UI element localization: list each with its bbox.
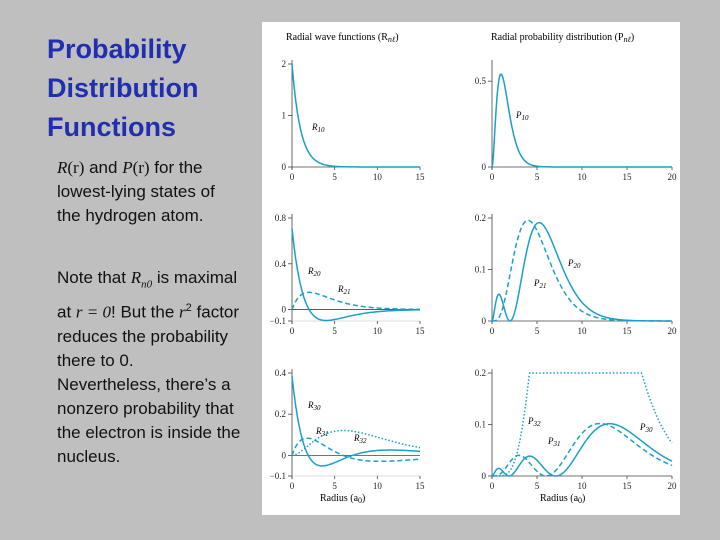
right-panel-title: Radial probability distribution $(P_{n\ell})$ — [491, 32, 635, 44]
label-p20: $P_{20}$ — [568, 258, 581, 270]
plot-panel — [475, 60, 677, 182]
x-tick-label: 15 — [415, 481, 425, 491]
x-tick-label: 15 — [622, 481, 632, 491]
y-tick-label: 0.1 — [474, 264, 486, 275]
title-line: Distribution — [47, 73, 199, 103]
rn0-subscript: n0 — [141, 278, 153, 291]
label-r20: $R_{20}$ — [308, 266, 321, 278]
x-tick-label: 0 — [489, 481, 495, 491]
curve-p20 — [492, 223, 672, 321]
label-r21: $R_{21}$ — [338, 284, 351, 296]
y-tick-label: 0.5 — [474, 76, 486, 87]
label-r32: $R_{32}$ — [354, 433, 367, 445]
curve-r10 — [292, 64, 420, 167]
y-tick-label: 0.4 — [274, 258, 286, 269]
note-a: Note that — [57, 268, 131, 287]
r-symbol: R — [57, 158, 68, 177]
x-tick-label: 0 — [489, 172, 495, 182]
x-tick-label: 20 — [667, 481, 677, 491]
title-line: Probability — [47, 34, 187, 64]
title-line: Functions — [47, 112, 176, 142]
y-tick-label: 0.2 — [474, 368, 486, 378]
label-r31: $R_{31}$ — [316, 426, 329, 438]
y-tick-label: −0.1 — [269, 471, 286, 481]
x-tick-label: 5 — [534, 481, 540, 491]
note-b: is maximal at — [57, 268, 238, 323]
x-tick-label: 10 — [577, 172, 587, 182]
x-tick-label: 5 — [332, 172, 337, 182]
x-tick-label: 10 — [577, 326, 587, 336]
y-tick-label: 0 — [281, 450, 286, 461]
r-arg: (r) — [67, 158, 85, 177]
x-tick-label: 5 — [332, 481, 337, 491]
x-tick-label: 10 — [372, 172, 382, 182]
x-tick-label: 20 — [667, 172, 677, 182]
and-text: and — [84, 158, 123, 177]
label-p10: $P_{10}$ — [516, 110, 529, 122]
x-tick-label: 5 — [534, 326, 540, 336]
caption-paragraph — [57, 156, 242, 228]
x-tick-label: 15 — [415, 172, 425, 182]
x-tick-label: 15 — [622, 326, 632, 336]
p-arg: (r) — [132, 158, 150, 177]
x-tick-label: 0 — [289, 172, 295, 182]
y-tick-label: 0.2 — [274, 409, 286, 420]
x-tick-label: 10 — [372, 326, 382, 336]
note-f: factor reduces the probability there to 0. Nevertheless, there’s a nonzero probability that the electron is inside the nucleus. — [57, 303, 241, 467]
x-tick-label: 10 — [577, 481, 587, 491]
right-x-axis-label: Radius $(a_0)$ — [540, 493, 586, 505]
y-tick-label: −0.1 — [269, 316, 286, 326]
x-tick-label: 0 — [289, 326, 295, 336]
x-tick-label: 15 — [622, 172, 632, 182]
y-tick-label: 0 — [481, 316, 486, 326]
label-p21: $P_{21}$ — [534, 278, 547, 290]
r-squared: r — [179, 303, 186, 323]
p-symbol: P — [122, 158, 133, 177]
x-tick-label: 20 — [667, 326, 677, 336]
x-tick-label: 5 — [534, 172, 540, 182]
y-tick-label: 0.8 — [274, 213, 286, 223]
y-tick-label: 0 — [281, 304, 286, 315]
x-tick-label: 5 — [332, 326, 337, 336]
curve-p21 — [492, 220, 672, 321]
y-tick-label: 0.2 — [474, 213, 486, 223]
note-d: ! But the — [111, 303, 180, 323]
squared-superscript: 2 — [185, 302, 192, 315]
wavefunction-figure — [262, 22, 680, 515]
y-tick-label: 0.1 — [474, 419, 486, 430]
label-p31: $P_{31}$ — [548, 436, 561, 448]
y-tick-label: 1 — [281, 110, 286, 121]
curve-r30 — [292, 376, 420, 466]
plot-panel — [270, 368, 425, 491]
plot-panel — [282, 59, 426, 182]
left-panel-title: Radial wave functions $(R_{n\ell})$ — [286, 32, 399, 44]
rn0-symbol: R — [130, 268, 142, 287]
x-tick-label: 0 — [489, 326, 495, 336]
y-tick-label: 2 — [281, 59, 286, 69]
y-tick-label: 0 — [281, 162, 286, 172]
y-tick-label: 0 — [481, 162, 486, 172]
label-r30: $R_{30}$ — [308, 400, 321, 412]
plot-panel — [475, 213, 677, 336]
y-tick-label: 0.4 — [274, 368, 286, 378]
note-paragraph — [57, 266, 242, 469]
y-tick-label: 0 — [481, 471, 486, 481]
curve-p10 — [492, 74, 672, 167]
x-tick-label: 15 — [415, 326, 425, 336]
x-tick-label: 0 — [289, 481, 295, 491]
label-p30: $P_{30}$ — [640, 422, 653, 434]
r-equals-zero: r = 0 — [75, 303, 111, 323]
left-x-axis-label: Radius $(a_0)$ — [320, 493, 366, 505]
plot-panel — [270, 213, 425, 336]
label-p32: $P_{32}$ — [528, 416, 541, 428]
x-tick-label: 10 — [372, 481, 382, 491]
caption-rest: for the lowest-lying states of the hydrogen atom. — [57, 158, 215, 225]
label-r10: $R_{10}$ — [312, 122, 325, 134]
figure-svg — [262, 22, 680, 515]
curve-r21 — [292, 292, 420, 309]
slide-title — [47, 30, 247, 147]
